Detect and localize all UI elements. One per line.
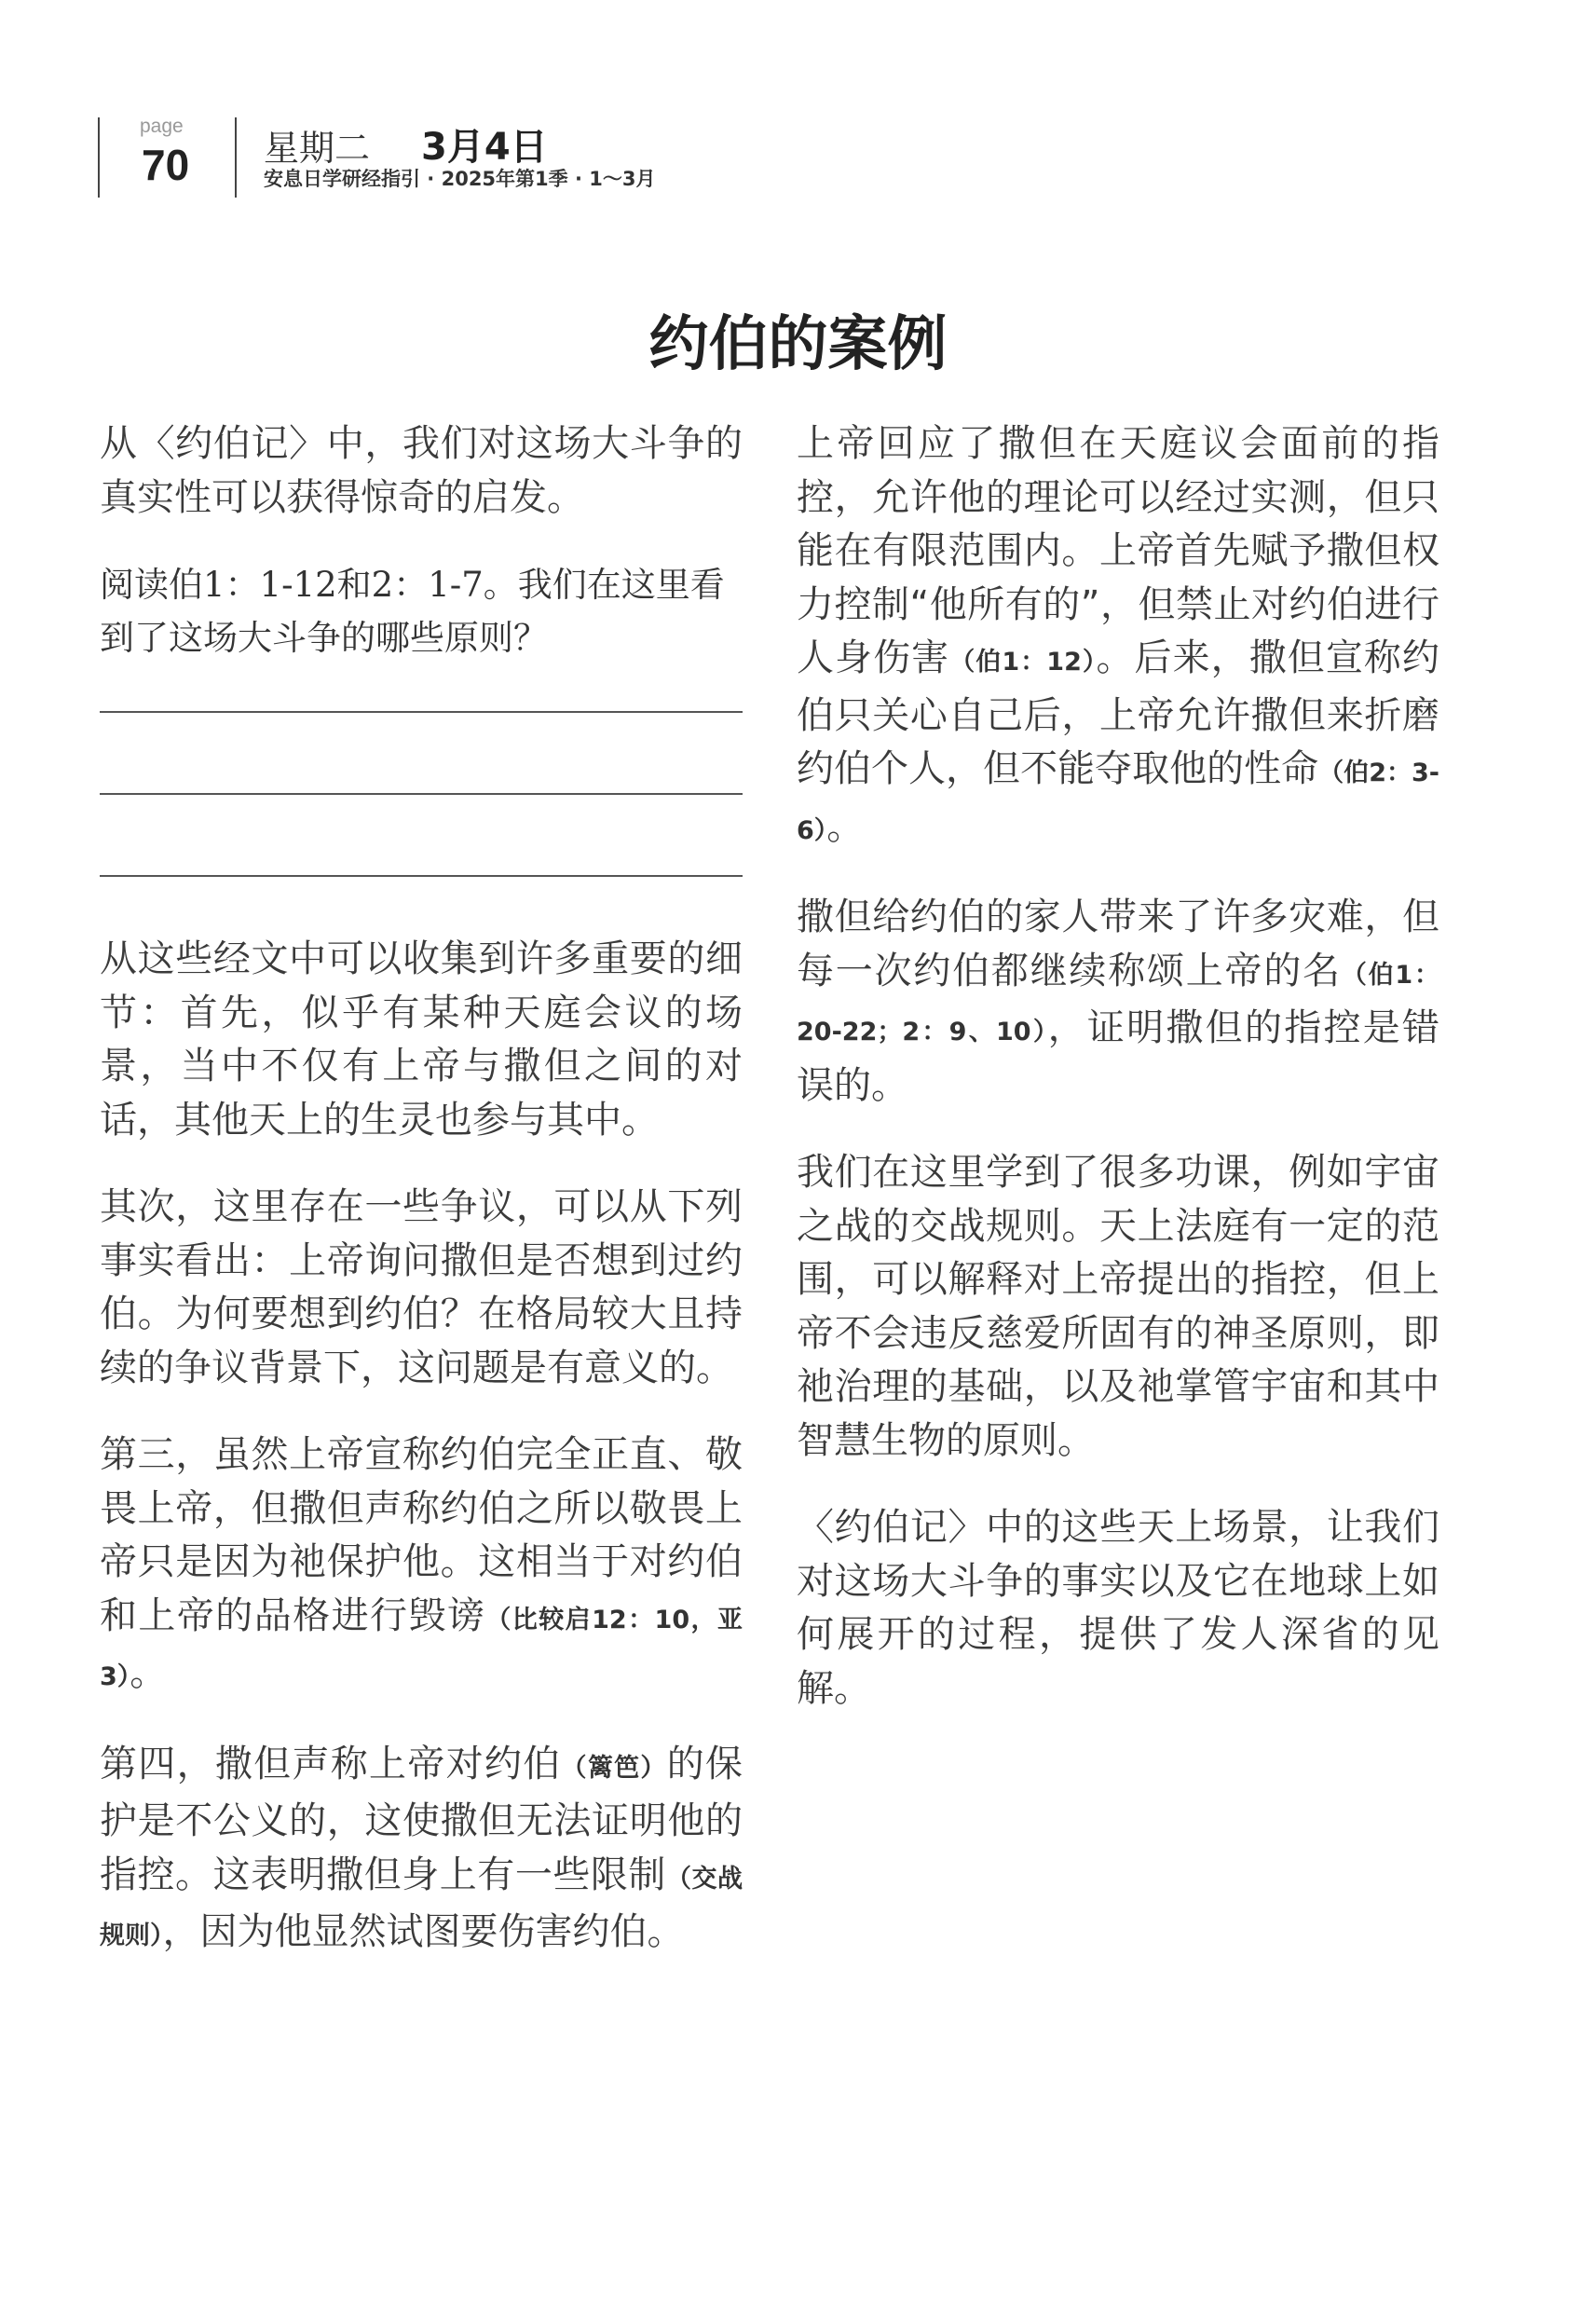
paragraph-text: 撒但给约伯的家人带来了许多灾难，但每一次约伯都继续称颂上帝的名 (797, 896, 1439, 992)
paragraph-text: 。后来，撒但宣称约伯只关心自己后，上帝允许撒但来折磨约伯个人，但不能夺取他的性命 (797, 636, 1439, 790)
reading-question: 阅读伯1：1-12和2：1-7。我们在这里看到了这场大斗争的哪些原则？ (100, 565, 725, 658)
body-paragraph (797, 417, 1439, 857)
note-parenthetical: （交战规则） (100, 1864, 743, 1950)
paragraph-text: 上帝回应了撒但在天庭议会面前的指控，允许他的理论可以经过实测，但只能在有限范围内。上帝首先赋予撒但权力控制“他所有的”，但禁止对约伯进行人身伤害 (797, 422, 1439, 679)
header-date: 3月4日 (421, 126, 548, 169)
paragraph-text: ，因为他显然试图要伤害约伯。 (162, 1910, 685, 1953)
note-parenthetical: （篱笆） (561, 1753, 667, 1783)
paragraph-text: ，证明撒但的指控是错误的。 (797, 1006, 1440, 1107)
intro-paragraph: 从〈约伯记〉中，我们对这场大斗争的真实性可以获得惊奇的启发。 (100, 422, 743, 519)
lesson-title: 约伯的案例 (648, 310, 948, 379)
scripture-reference: （伯1：12） (949, 648, 1097, 677)
answer-line[interactable] (100, 711, 743, 713)
paragraph-text: 。 (826, 804, 865, 848)
body-paragraph: 我们在这里学到了很多功课，例如宇宙之战的交战规则。天上法庭有一定的范围，可以解释对上帝提出的指控，但上帝不会违反慈爱所固有的神圣原则，即祂治理的基础，以及祂掌管宇宙和其中智慧生物的原则。 (797, 1151, 1439, 1462)
body-paragraph (797, 891, 1439, 1113)
left-column (100, 417, 743, 1997)
paragraph-text: 第四，撒但声称上帝对约伯 (100, 1742, 562, 1785)
scripture-reference: （伯1：20-22；2：9、10） (797, 960, 1439, 1046)
page-header (0, 0, 1596, 214)
header-divider-right (235, 117, 237, 198)
body-paragraph: 其次，这里存在一些争议，可以从下列事实看出：上帝询问撒但是否想到过约伯。为何要想到约伯？在格局较大且持续的争议背景下，这问题是有意义的。 (100, 1185, 743, 1389)
body-paragraph (100, 1738, 743, 1963)
paragraph-text: 的保护是不公义的，这使撒但无法证明他的指控。这表明撒但身上有一些限制 (100, 1742, 743, 1896)
right-column (797, 417, 1439, 1749)
page-number: 70 (142, 141, 190, 189)
paragraph-text: 。 (130, 1651, 168, 1694)
header-divider-left (98, 117, 100, 198)
paragraph-text: 第三，虽然上帝宣称约伯完全正直、敬畏上帝，但撒但声称约伯之所以敬畏上帝只是因为祂保护他。这相当于对约伯和上帝的品格进行毁谤 (100, 1433, 743, 1637)
answer-line[interactable] (100, 793, 743, 795)
page-label: page (140, 116, 184, 137)
body-paragraph: 从这些经文中可以收集到许多重要的细节：首先，似乎有某种天庭会议的场景，当中不仅有上帝与撒但之间的对话，其他天上的生灵也参与其中。 (100, 937, 743, 1142)
header-day: 星期二 (264, 128, 371, 169)
answer-line[interactable] (100, 875, 743, 877)
body-paragraph: 〈约伯记〉中的这些天上场景，让我们对这场大斗争的事实以及它在地球上如何展开的过程，提供了发人深省的见解。 (797, 1506, 1439, 1710)
scripture-reference: （伯2：3-6） (797, 759, 1439, 845)
body-paragraph (100, 1429, 743, 1704)
scripture-reference: （比较启12：10，亚3） (100, 1605, 743, 1691)
header-series: 安息日学研经指引 · 2025年第1季 · 1～3月 (264, 168, 656, 190)
